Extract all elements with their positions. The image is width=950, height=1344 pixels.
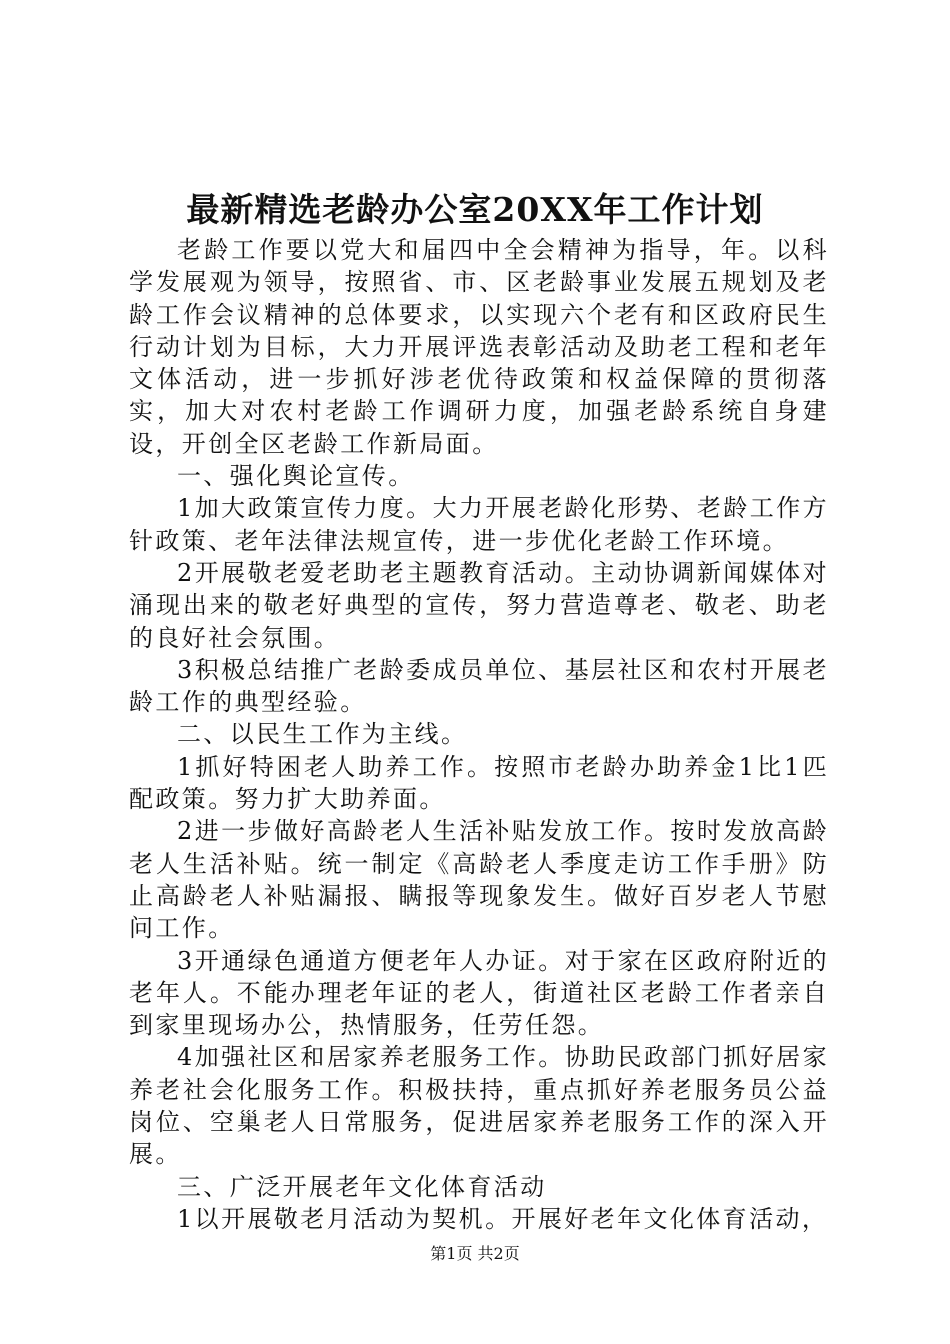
paragraph: 3积极总结推广老龄委成员单位、基层社区和农村开展老龄工作的典型经验。 xyxy=(129,655,829,717)
paragraph: 2进一步做好高龄老人生活补贴发放工作。按时发放高龄老人生活补贴。统一制定《高龄老人季度走访工作手册》防止高龄老人补贴漏报、瞒报等现象发生。做好百岁老人节慰问工作。 xyxy=(129,817,829,943)
page-footer: 第1页 共2页 xyxy=(430,1244,520,1263)
paragraph: 1以开展敬老月活动为契机。开展好老年文化体育活动， xyxy=(177,1204,829,1233)
paragraph: 3开通绿色通道方便老年人办证。对于家在区政府附近的老年人。不能办理老年证的老人，街道社区老龄工作者亲自到家里现场办公，热情服务，任劳任怨。 xyxy=(129,946,829,1040)
section-heading-2: 二、以民生工作为主线。 xyxy=(177,720,468,749)
paragraph: 4加强社区和居家养老服务工作。协助民政部门抓好居家养老社会化服务工作。积极扶持，重点抓好养老服务员公益岗位、空巢老人日常服务，促进居家养老服务工作的深入开展。 xyxy=(129,1043,829,1169)
paragraph: 2开展敬老爱老助老主题教育活动。主动协调新闻媒体对涌现出来的敬老好典型的宣传，努力营造尊老、敬老、助老的良好社会氛围。 xyxy=(129,558,829,652)
document-body xyxy=(129,234,829,1235)
paragraph: 1加大政策宣传力度。大力开展老龄化形势、老龄工作方针政策、老年法律法规宣传，进一步优化老龄工作环境。 xyxy=(129,494,829,555)
paragraph-intro: 老龄工作要以党大和届四中全会精神为指导，年。以科学发展观为领导，按照省、市、区老龄事业发展五规划及老龄工作会议精神的总体要求，以实现六个老有和区政府民生行动计划为目标，大力开展评选表彰活动及助老工程和老年文体活动，进一步抓好涉老优待政策和权益保障的贯彻落实，加大对农村老龄工作调研力度，加强老龄系统自身建设，开创全区老龄工作新局面。 xyxy=(129,236,829,458)
section-heading-1: 一、强化舆论宣传。 xyxy=(177,462,415,491)
paragraph: 1抓好特困老人助养工作。按照市老龄办助养金1比1匹配政策。努力扩大助养面。 xyxy=(129,752,829,814)
document-title: 最新精选老龄办公室20XX年工作计划 xyxy=(186,190,764,229)
section-heading-3: 三、广泛开展老年文化体育活动 xyxy=(177,1172,547,1201)
